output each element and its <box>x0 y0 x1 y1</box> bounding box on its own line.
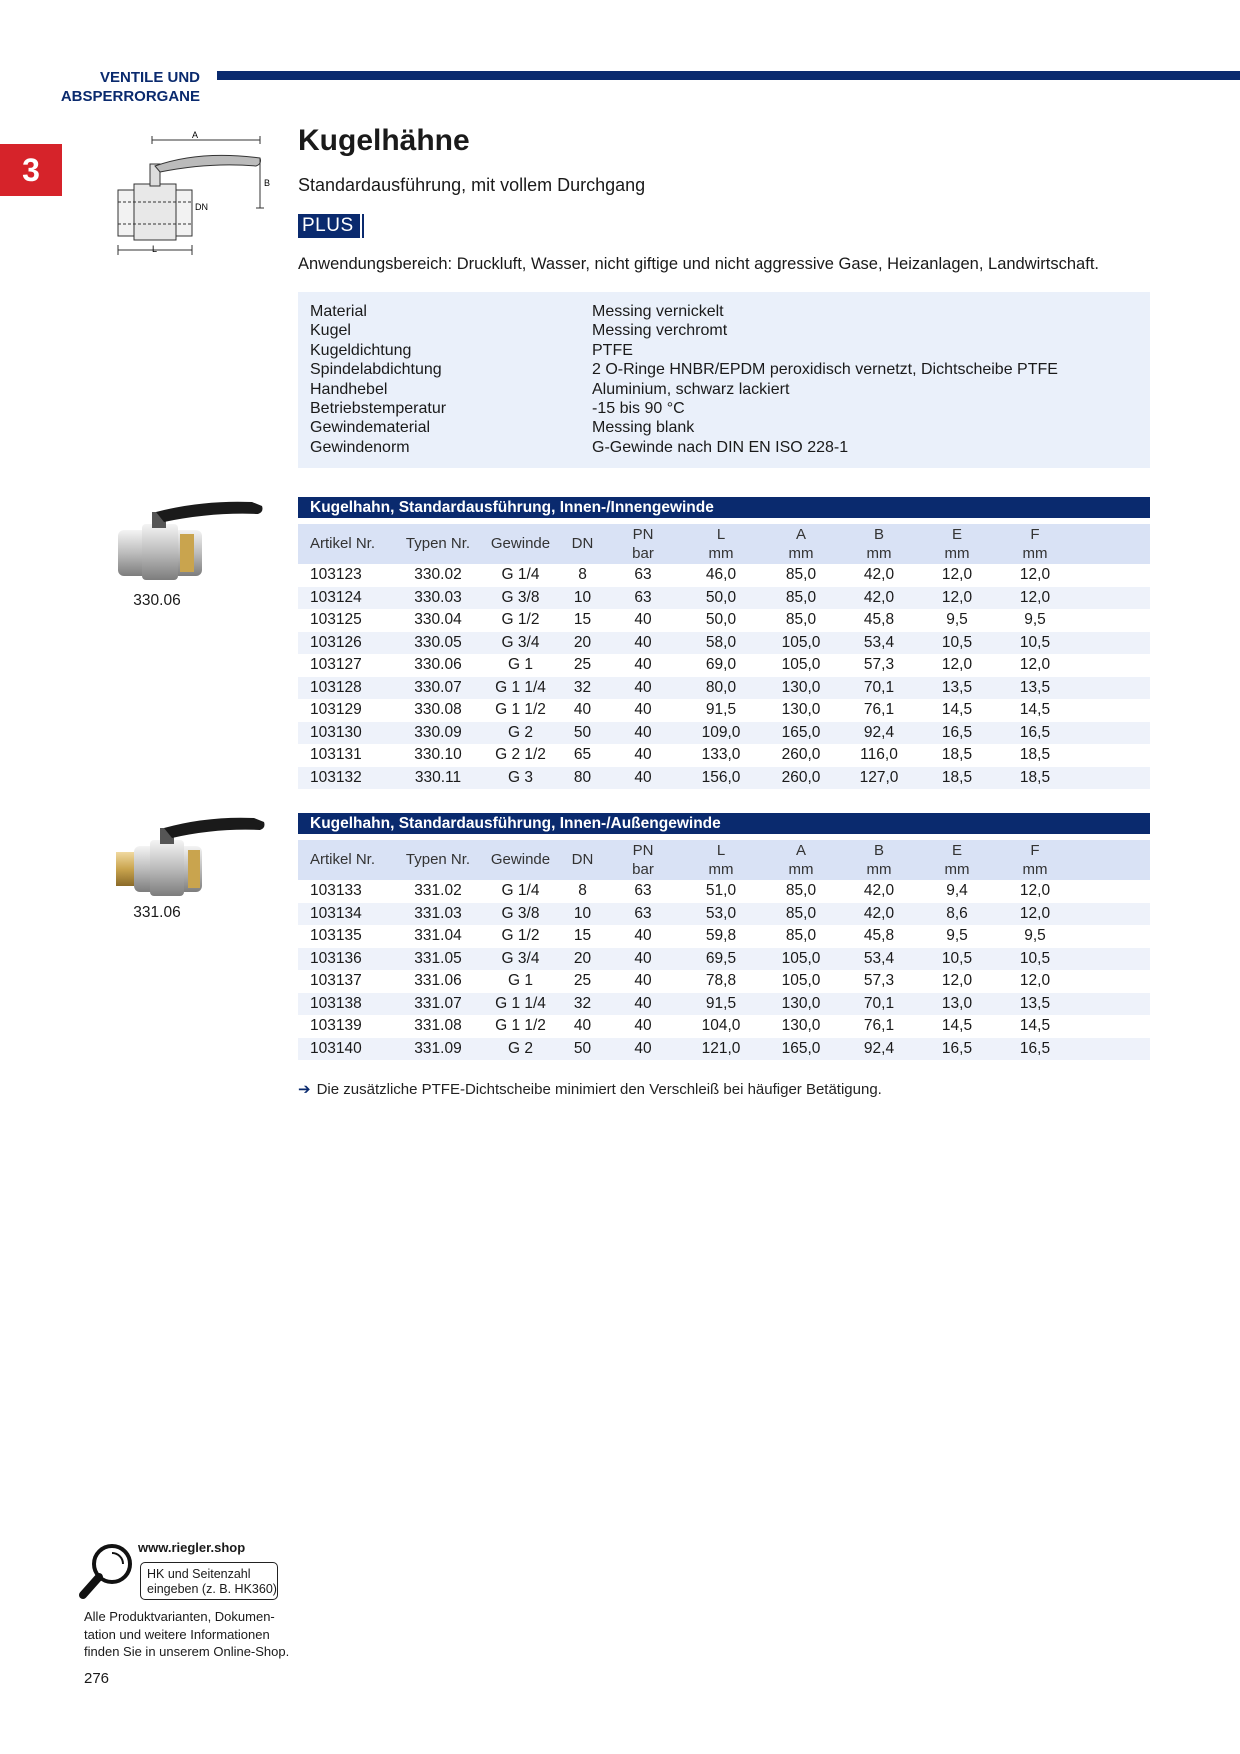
cell-f: 10,5 <box>1019 633 1051 651</box>
table-row <box>298 970 1150 993</box>
spec-key: Kugeldichtung <box>310 341 412 359</box>
ball-valve-photo-330 <box>112 494 272 584</box>
cell-artikel: 103138 <box>310 994 362 1012</box>
col-f-label: F <box>1030 526 1040 543</box>
cell-dn: 20 <box>573 949 592 967</box>
cell-artikel: 103125 <box>310 611 362 628</box>
table-row <box>298 677 1150 700</box>
cell-b: 45,8 <box>863 927 895 944</box>
cell-b: 70,1 <box>863 678 895 696</box>
cell-pn: 40 <box>634 633 652 651</box>
cell-pn: 40 <box>634 611 652 628</box>
cell-l: 91,5 <box>705 701 737 718</box>
cell-dn: 50 <box>573 1039 592 1057</box>
table-row <box>298 632 1150 655</box>
cell-f: 18,5 <box>1019 768 1051 786</box>
cell-a: 165,0 <box>781 1039 821 1057</box>
col-typen: Typen Nr. <box>405 851 471 868</box>
cell-b: 92,4 <box>863 723 895 741</box>
cell-a: 85,0 <box>785 566 817 583</box>
col-b-unit: mm <box>866 861 892 878</box>
cell-artikel: 103130 <box>310 723 362 741</box>
cell-gewinde: G 1 1/4 <box>495 994 546 1012</box>
cell-artikel: 103127 <box>310 656 362 673</box>
col-pn-unit: bar <box>632 545 654 562</box>
cell-typen: 330.04 <box>414 611 462 628</box>
col-b-unit: mm <box>866 545 892 562</box>
plus-badge: PLUS <box>298 214 358 238</box>
cell-e: 10,5 <box>941 633 973 651</box>
cell-dn: 80 <box>573 768 592 786</box>
cell-e: 10,5 <box>941 949 973 967</box>
section-title <box>40 68 200 106</box>
cell-e: 9,4 <box>946 882 968 899</box>
cell-dn: 40 <box>573 1017 592 1034</box>
cell-f: 14,5 <box>1019 1017 1051 1034</box>
cell-l: 53,0 <box>705 904 737 922</box>
cell-artikel: 103137 <box>310 972 362 989</box>
col-pn-label: PN <box>632 526 654 543</box>
spec-key: Kugel <box>310 322 351 340</box>
col-l-label: L <box>716 842 726 859</box>
cell-artikel: 103135 <box>310 927 362 944</box>
table-row <box>298 925 1150 948</box>
cell-l: 121,0 <box>701 1039 741 1057</box>
footer-text-line3: finden Sie in unserem Online-Shop. <box>84 1644 290 1659</box>
cell-l: 104,0 <box>701 1017 741 1034</box>
dimension-label-a: A <box>192 130 199 140</box>
cell-l: 133,0 <box>701 746 741 763</box>
cell-pn: 40 <box>634 701 652 718</box>
col-dn: DN <box>571 851 594 868</box>
cell-dn: 32 <box>573 678 592 696</box>
col-a <box>766 525 836 563</box>
col-pn <box>618 525 668 563</box>
spec-box <box>298 292 1150 468</box>
cell-pn: 40 <box>634 1039 652 1057</box>
cell-gewinde: G 1 <box>508 656 533 673</box>
page-number: 276 <box>84 1670 110 1687</box>
cell-a: 260,0 <box>781 768 821 786</box>
col-e <box>922 841 992 879</box>
spec-value: Messing vernickelt <box>592 303 724 320</box>
cell-artikel: 103139 <box>310 1017 362 1034</box>
cell-a: 85,0 <box>785 588 817 606</box>
cell-typen: 330.06 <box>414 656 462 673</box>
spec-value: Aluminium, schwarz lackiert <box>592 380 790 398</box>
cell-gewinde: G 1/4 <box>501 566 540 583</box>
cell-l: 69,5 <box>705 949 737 967</box>
cell-dn: 10 <box>573 904 592 922</box>
cell-e: 13,5 <box>941 678 973 696</box>
col-typen: Typen Nr. <box>405 535 471 552</box>
col-artikel: Artikel Nr. <box>310 851 376 868</box>
col-a-unit: mm <box>788 545 814 562</box>
note <box>298 1080 882 1098</box>
cell-typen: 331.04 <box>414 927 462 944</box>
cell-dn: 25 <box>573 972 592 989</box>
col-pn-label: PN <box>632 842 654 859</box>
cell-artikel: 103140 <box>310 1039 362 1057</box>
page-title: Kugelhähne <box>298 124 470 157</box>
footer-text <box>84 1608 304 1661</box>
cell-artikel: 103131 <box>310 746 362 763</box>
table-row <box>298 744 1150 767</box>
cell-artikel: 103134 <box>310 904 362 922</box>
cell-typen: 331.03 <box>414 904 462 922</box>
table-row <box>298 993 1150 1016</box>
cell-typen: 331.07 <box>414 994 462 1012</box>
cell-dn: 65 <box>573 746 592 763</box>
cell-pn: 40 <box>634 994 652 1012</box>
footer-text-line2: tation und weitere Informationen <box>84 1626 270 1642</box>
application-text: Anwendungsbereich: Druckluft, Wasser, nicht giftige und nicht aggressive Gase, Heizanlagen, Landwirtschaft. <box>298 255 1099 273</box>
cell-dn: 50 <box>573 723 592 741</box>
cell-pn: 63 <box>634 566 652 583</box>
spec-key: Spindelabdichtung <box>310 361 442 379</box>
shop-hint-line1: HK und Seitenzahl <box>147 1567 251 1581</box>
col-gewinde: Gewinde <box>490 851 551 868</box>
cell-a: 130,0 <box>781 678 821 696</box>
cell-e: 16,5 <box>941 723 973 741</box>
cell-artikel: 103136 <box>310 949 362 967</box>
ball-valve-photo-331 <box>112 810 272 900</box>
col-a-unit: mm <box>788 861 814 878</box>
cell-b: 76,1 <box>863 1017 895 1034</box>
cell-e: 8,6 <box>946 904 968 922</box>
cell-pn: 63 <box>634 904 652 922</box>
cell-f: 16,5 <box>1019 723 1051 741</box>
spec-key: Betriebstemperatur <box>310 400 447 417</box>
cell-b: 42,0 <box>863 588 895 606</box>
header-rule <box>217 71 1240 80</box>
cell-l: 58,0 <box>705 633 737 651</box>
cell-pn: 40 <box>634 746 652 763</box>
spec-value: PTFE <box>592 341 633 359</box>
cell-f: 9,5 <box>1024 927 1046 944</box>
shop-url-link[interactable]: www.riegler.shop <box>138 1540 246 1555</box>
cell-a: 85,0 <box>785 882 817 899</box>
cell-b: 53,4 <box>863 633 895 651</box>
cell-a: 85,0 <box>785 904 817 922</box>
spec-key: Gewindenorm <box>310 438 410 456</box>
cell-f: 12,0 <box>1019 904 1051 922</box>
col-f-label: F <box>1030 842 1040 859</box>
cell-artikel: 103133 <box>310 882 362 899</box>
col-a-label: A <box>795 526 806 543</box>
cell-f: 12,0 <box>1019 882 1051 899</box>
shop-hint-box <box>140 1562 278 1600</box>
cell-e: 18,5 <box>941 746 973 763</box>
table-row <box>298 903 1150 926</box>
dimension-drawing <box>110 128 270 258</box>
col-f <box>1000 841 1070 879</box>
cell-a: 130,0 <box>781 994 821 1012</box>
cell-l: 59,8 <box>705 927 737 944</box>
cell-l: 51,0 <box>705 882 737 899</box>
cell-typen: 331.05 <box>414 949 462 967</box>
cell-artikel: 103132 <box>310 768 362 786</box>
cell-typen: 331.09 <box>414 1039 462 1057</box>
col-e-label: E <box>951 526 962 543</box>
cell-gewinde: G 2 <box>508 1039 533 1057</box>
col-artikel: Artikel Nr. <box>310 535 376 552</box>
cell-l: 78,8 <box>705 972 737 989</box>
cell-gewinde: G 1 <box>508 972 533 989</box>
col-dn: DN <box>571 535 594 552</box>
magnifier-icon <box>78 1540 138 1602</box>
cell-a: 85,0 <box>785 611 817 628</box>
cell-typen: 331.02 <box>414 882 462 899</box>
cell-artikel: 103123 <box>310 566 362 583</box>
spec-key: Gewindematerial <box>310 419 431 437</box>
col-e-unit: mm <box>944 545 970 562</box>
photo-caption-330: 330.06 <box>133 592 181 609</box>
table-body <box>298 564 1150 789</box>
cell-typen: 330.03 <box>414 588 462 606</box>
cell-a: 85,0 <box>785 927 817 944</box>
cell-typen: 330.02 <box>414 566 462 583</box>
cell-pn: 40 <box>634 723 652 741</box>
section-title-line2: ABSPERRORGANE <box>60 88 200 105</box>
cell-artikel: 103126 <box>310 633 362 651</box>
dimension-label-dn: DN <box>195 202 208 212</box>
cell-b: 92,4 <box>863 1039 895 1057</box>
col-f <box>1000 525 1070 563</box>
cell-f: 16,5 <box>1019 1039 1051 1057</box>
cell-gewinde: G 3/8 <box>501 588 540 606</box>
cell-dn: 40 <box>573 701 592 718</box>
table-title: Kugelhahn, Standardausführung, Innen-/Innengewinde <box>298 497 1150 518</box>
cell-pn: 40 <box>634 927 652 944</box>
cell-gewinde: G 1/2 <box>501 927 540 944</box>
col-l-unit: mm <box>708 545 734 562</box>
cell-f: 14,5 <box>1019 701 1051 718</box>
col-b-label: B <box>873 526 884 543</box>
cell-artikel: 103128 <box>310 678 362 696</box>
cell-b: 53,4 <box>863 949 895 967</box>
cell-b: 45,8 <box>863 611 895 628</box>
table-row <box>298 722 1150 745</box>
plus-badge-bars <box>358 214 364 238</box>
cell-f: 13,5 <box>1019 678 1051 696</box>
col-e <box>922 525 992 563</box>
cell-pn: 63 <box>634 588 652 606</box>
cell-dn: 25 <box>573 656 592 673</box>
cell-b: 42,0 <box>863 904 895 922</box>
cell-b: 127,0 <box>859 768 899 786</box>
chapter-tab[interactable]: 3 <box>0 144 62 196</box>
cell-a: 260,0 <box>781 746 821 763</box>
cell-typen: 330.09 <box>414 723 462 741</box>
cell-gewinde: G 3 <box>508 768 533 786</box>
cell-dn: 8 <box>578 566 587 583</box>
dimension-label-l: L <box>152 244 158 254</box>
page-subtitle: Standardausführung, mit vollem Durchgang <box>298 175 646 195</box>
cell-f: 12,0 <box>1019 588 1051 606</box>
col-f-unit: mm <box>1022 545 1048 562</box>
spec-value: 2 O-Ringe HNBR/EPDM peroxidisch vernetzt, Dichtscheibe PTFE <box>592 361 1058 379</box>
table-row <box>298 609 1150 632</box>
cell-dn: 20 <box>573 633 592 651</box>
cell-gewinde: G 3/8 <box>501 904 540 922</box>
col-b <box>844 841 914 879</box>
cell-dn: 15 <box>573 611 592 628</box>
cell-b: 42,0 <box>863 882 895 899</box>
cell-b: 42,0 <box>863 566 895 583</box>
cell-artikel: 103124 <box>310 588 362 606</box>
cell-a: 105,0 <box>781 633 821 651</box>
cell-e: 9,5 <box>946 611 968 628</box>
col-gewinde: Gewinde <box>490 535 551 552</box>
cell-a: 165,0 <box>781 723 821 741</box>
spec-value: Messing blank <box>592 419 695 437</box>
cell-a: 130,0 <box>781 701 821 718</box>
cell-typen: 330.11 <box>414 768 462 786</box>
cell-l: 50,0 <box>705 611 737 628</box>
cell-dn: 10 <box>573 588 592 606</box>
cell-typen: 330.08 <box>414 701 462 718</box>
col-e-unit: mm <box>944 861 970 878</box>
col-pn <box>618 841 668 879</box>
section-title-line1: VENTILE UND <box>99 69 200 86</box>
col-l <box>686 841 756 879</box>
cell-l: 91,5 <box>705 994 737 1012</box>
table-innen-aussen <box>298 813 1150 1060</box>
table-row <box>298 587 1150 610</box>
table-row <box>298 564 1150 587</box>
cell-gewinde: G 2 1/2 <box>495 746 546 763</box>
col-pn-unit: bar <box>632 861 654 878</box>
cell-gewinde: G 1/4 <box>501 882 540 899</box>
cell-e: 13,0 <box>941 994 973 1012</box>
col-b-label: B <box>873 842 884 859</box>
cell-gewinde: G 1/2 <box>501 611 540 628</box>
cell-dn: 15 <box>573 927 592 944</box>
cell-a: 105,0 <box>781 972 821 989</box>
cell-typen: 330.07 <box>414 678 462 696</box>
dimension-label-b: B <box>264 178 270 188</box>
cell-e: 14,5 <box>941 701 973 718</box>
footer-text-line1: Alle Produktvarianten, Dokumen- <box>84 1609 275 1624</box>
cell-f: 12,0 <box>1019 656 1051 673</box>
table-row <box>298 948 1150 971</box>
cell-f: 13,5 <box>1019 994 1051 1012</box>
cell-pn: 40 <box>634 768 652 786</box>
cell-dn: 32 <box>573 994 592 1012</box>
cell-gewinde: G 3/4 <box>501 949 540 967</box>
cell-a: 105,0 <box>781 656 821 673</box>
cell-l: 80,0 <box>705 678 737 696</box>
table-body <box>298 880 1150 1060</box>
cell-gewinde: G 2 <box>508 723 533 741</box>
cell-pn: 40 <box>634 1017 652 1034</box>
cell-l: 50,0 <box>705 588 737 606</box>
cell-f: 9,5 <box>1024 611 1046 628</box>
cell-gewinde: G 1 1/2 <box>495 1017 546 1034</box>
shop-hint-line2: eingeben (z. B. HK360) <box>147 1582 277 1596</box>
cell-e: 14,5 <box>941 1017 973 1034</box>
cell-b: 76,1 <box>863 701 895 718</box>
cell-pn: 40 <box>634 949 652 967</box>
table-row <box>298 880 1150 903</box>
spec-value: Messing verchromt <box>592 322 728 340</box>
note-text: Die zusätzliche PTFE-Dichtscheibe minimiert den Verschleiß bei häufiger Betätigung. <box>316 1081 882 1098</box>
arrow-right-icon: ➔ <box>298 1081 311 1098</box>
cell-f: 10,5 <box>1019 949 1051 967</box>
cell-f: 12,0 <box>1019 566 1051 583</box>
cell-e: 12,0 <box>941 656 973 673</box>
col-l-unit: mm <box>708 861 734 878</box>
cell-pn: 40 <box>634 972 652 989</box>
cell-a: 105,0 <box>781 949 821 967</box>
cell-typen: 331.06 <box>414 972 462 989</box>
cell-dn: 8 <box>578 882 587 899</box>
photo-caption-331: 331.06 <box>133 904 181 921</box>
col-f-unit: mm <box>1022 861 1048 878</box>
col-l <box>686 525 756 563</box>
cell-typen: 330.05 <box>414 633 462 651</box>
cell-b: 70,1 <box>863 994 895 1012</box>
col-a-label: A <box>795 842 806 859</box>
cell-e: 12,0 <box>941 566 973 583</box>
spec-key: Material <box>310 303 367 320</box>
col-a <box>766 841 836 879</box>
cell-b: 57,3 <box>863 972 895 989</box>
cell-e: 16,5 <box>941 1039 973 1057</box>
table-row <box>298 767 1150 790</box>
cell-b: 116,0 <box>860 746 898 763</box>
cell-typen: 330.10 <box>414 746 462 763</box>
cell-pn: 40 <box>634 678 652 696</box>
table-header <box>298 524 1150 564</box>
spec-key: Handhebel <box>310 380 388 398</box>
spec-value: G-Gewinde nach DIN EN ISO 228-1 <box>592 438 849 456</box>
cell-e: 18,5 <box>941 768 973 786</box>
spec-value: -15 bis 90 °C <box>592 400 685 417</box>
table-title: Kugelhahn, Standardausführung, Innen-/Außengewinde <box>298 813 1150 834</box>
cell-l: 156,0 <box>701 768 741 786</box>
table-row <box>298 699 1150 722</box>
cell-gewinde: G 1 1/4 <box>495 678 546 696</box>
cell-e: 12,0 <box>941 972 973 989</box>
cell-e: 9,5 <box>946 927 968 944</box>
cell-pn: 63 <box>634 882 652 899</box>
table-row <box>298 1015 1150 1038</box>
cell-f: 18,5 <box>1019 746 1051 763</box>
cell-l: 46,0 <box>705 566 737 583</box>
cell-l: 109,0 <box>701 723 741 741</box>
table-header <box>298 840 1150 880</box>
col-l-label: L <box>716 526 726 543</box>
cell-typen: 331.08 <box>414 1017 462 1034</box>
col-b <box>844 525 914 563</box>
cell-b: 57,3 <box>863 656 895 673</box>
cell-e: 12,0 <box>941 588 973 606</box>
table-innen-innen <box>298 497 1150 789</box>
cell-f: 12,0 <box>1019 972 1051 989</box>
table-row <box>298 1038 1150 1061</box>
cell-gewinde: G 3/4 <box>501 633 540 651</box>
cell-artikel: 103129 <box>310 701 362 718</box>
cell-pn: 40 <box>634 656 652 673</box>
cell-a: 130,0 <box>781 1017 821 1034</box>
cell-l: 69,0 <box>705 656 737 673</box>
col-e-label: E <box>951 842 962 859</box>
table-row <box>298 654 1150 677</box>
cell-gewinde: G 1 1/2 <box>495 701 546 718</box>
